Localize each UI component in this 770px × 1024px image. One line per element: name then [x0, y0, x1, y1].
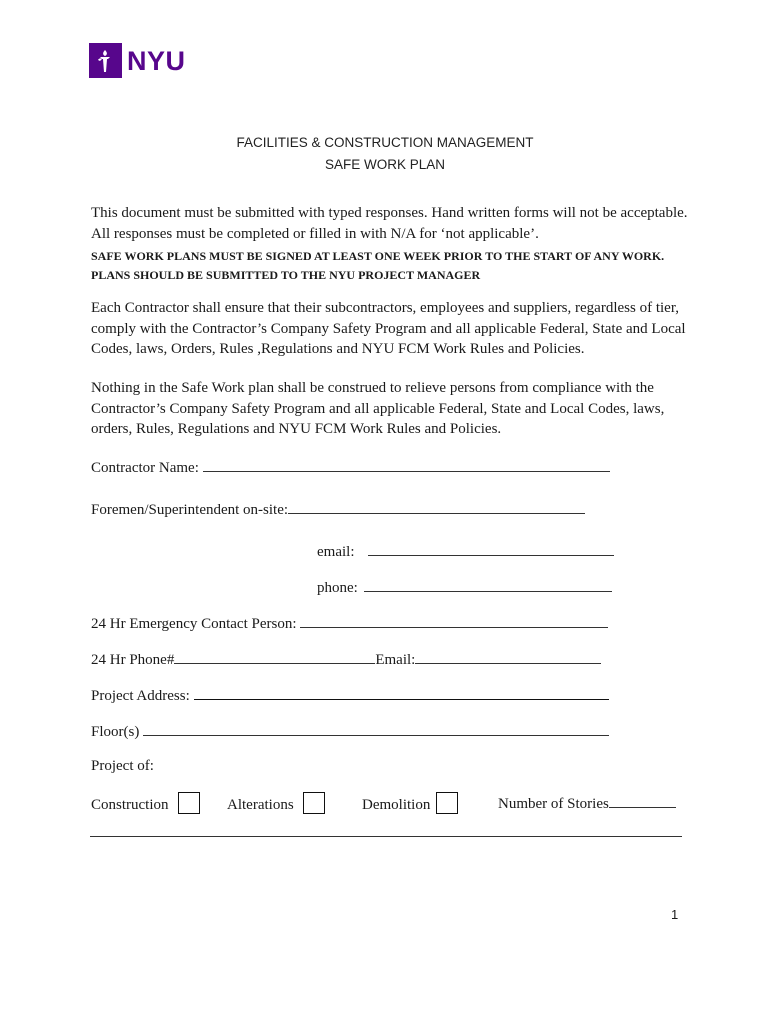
foremen-line[interactable] [288, 498, 585, 514]
hr-phone-label: 24 Hr Phone# [91, 652, 175, 668]
contractor-compliance-paragraph: Each Contractor shall ensure that their subcontractors, employees and suppliers, regardless of tier, comply with the Contractor’s Company Safety Program and all applicable Federal, State and Local Codes, laws, Orders, Rules ,Regulations and NYU FCM Work Rules and Policies. [91, 300, 686, 357]
nyu-logo-box [89, 43, 122, 78]
phone-row [317, 576, 612, 598]
submission-warning [91, 247, 711, 284]
hr-email-label: Email: [375, 652, 416, 668]
email-row [317, 540, 614, 562]
demolition-checkbox[interactable] [436, 792, 458, 814]
stories-option [498, 792, 676, 814]
project-of-label: Project of: [91, 758, 154, 774]
construction-label: Construction [91, 797, 169, 813]
foremen-row [91, 498, 585, 520]
nyu-wordmark: NYU [127, 46, 186, 76]
section-divider [90, 836, 682, 837]
emergency-contact-label: 24 Hr Emergency Contact Person: [91, 616, 297, 632]
emergency-contact-row [91, 612, 608, 634]
project-address-label: Project Address: [91, 688, 190, 704]
contractor-name-line[interactable] [203, 456, 610, 472]
project-address-line[interactable] [194, 684, 609, 700]
phone-line[interactable] [364, 576, 612, 592]
email-line[interactable] [368, 540, 614, 556]
demolition-option [362, 792, 458, 815]
floors-label: Floor(s) [91, 724, 140, 740]
stories-line[interactable] [609, 792, 676, 808]
floors-line[interactable] [143, 720, 609, 736]
page-number: 1 [671, 907, 679, 922]
contractor-name-label: Contractor Name: [91, 460, 199, 476]
torch-icon [89, 43, 122, 78]
floors-row [91, 720, 609, 742]
hr-phone-line[interactable] [174, 648, 375, 664]
alterations-option [227, 792, 325, 815]
hr-email-line[interactable] [415, 648, 601, 664]
department-title: FACILITIES & CONSTRUCTION MANAGEMENT [236, 135, 534, 150]
construction-option [91, 792, 200, 815]
emergency-contact-line[interactable] [300, 612, 608, 628]
warning-line-1: SAFE WORK PLANS MUST BE SIGNED AT LEAST ONE WEEK PRIOR TO THE START OF ANY WORK. [91, 249, 665, 263]
demolition-label: Demolition [362, 797, 431, 813]
project-address-row [91, 684, 609, 706]
intro-paragraph: This document must be submitted with typed responses. Hand written forms will not be acceptable. All responses must be completed or filled in with N/A for ‘not applicable’. [91, 205, 688, 242]
alterations-label: Alterations [227, 797, 294, 813]
construal-paragraph: Nothing in the Safe Work plan shall be construed to relieve persons from compliance with the Contractor’s Company Safety Program and all applicable Federal, State and Local Codes, laws, orders, Rules, Regulations and NYU FCM Work Rules and Policies. [91, 380, 665, 437]
construction-checkbox[interactable] [178, 792, 200, 814]
foremen-label: Foremen/Superintendent on-site: [91, 502, 289, 518]
alterations-checkbox[interactable] [303, 792, 325, 814]
stories-label: Number of Stories [498, 796, 609, 812]
phone-label: phone: [317, 580, 358, 596]
form-title: SAFE WORK PLAN [324, 157, 446, 172]
warning-line-2: PLANS SHOULD BE SUBMITTED TO THE NYU PROJECT MANAGER [91, 267, 481, 282]
email-label: email: [317, 544, 355, 560]
hr-phone-row [91, 648, 601, 670]
contractor-name-row [91, 456, 610, 478]
